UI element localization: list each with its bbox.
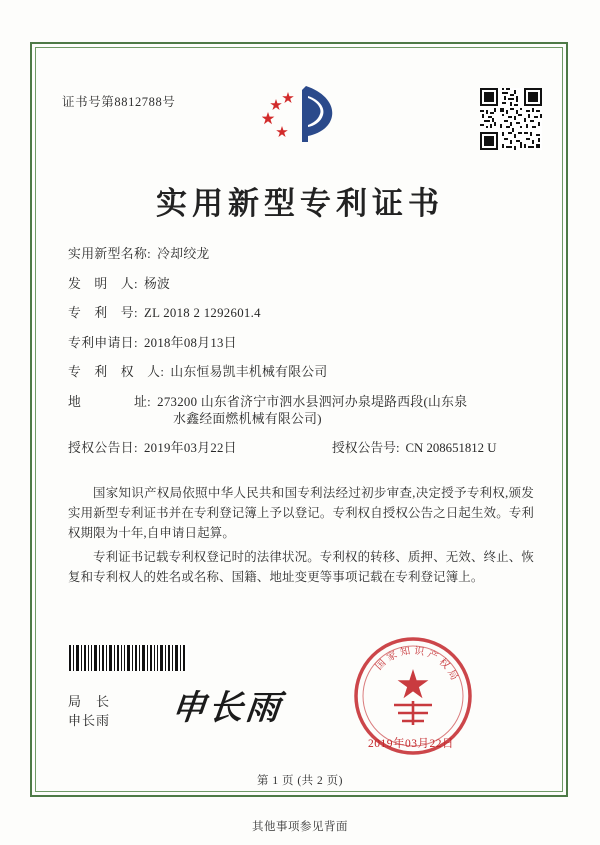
svg-text:家: 家 <box>385 649 400 664</box>
field-row-address <box>68 394 534 428</box>
svg-text:识: 识 <box>413 645 425 659</box>
field-value: 杨波 <box>143 276 171 291</box>
address-line-2: 水鑫经面燃机械有限公司) <box>173 411 322 426</box>
barcode-icon <box>68 645 188 671</box>
legal-paragraph-2: 专利证书记载专利权登记时的法律状况。专利权的转移、质押、无效、终止、恢复和专利权人的姓名或名称、国籍、地址变更等事项记载在专利登记簿上。 <box>68 550 534 584</box>
field-label: 实用新型名称: <box>68 247 152 261</box>
field-label-grant-number: 授权公告号: <box>331 441 400 455</box>
svg-text:权: 权 <box>436 656 452 672</box>
field-row-patentee <box>68 364 534 381</box>
field-label: 发 明 人: <box>68 276 138 291</box>
page-title: 实用新型专利证书 <box>156 186 444 222</box>
field-value-grant-number: CN 208651812 U <box>405 441 497 455</box>
seal-date: 2019年03月22日 <box>368 738 454 750</box>
patent-office-logo-icon <box>262 82 344 160</box>
field-label: 专 利 号: <box>68 306 138 320</box>
fields-block <box>68 246 534 470</box>
svg-text:局: 局 <box>445 668 460 683</box>
field-value: 山东恒易凯丰机械有限公司 <box>170 365 328 379</box>
field-value-grant-date: 2019年03月22日 <box>143 441 237 455</box>
field-value: 2018年08月13日 <box>143 335 237 350</box>
field-row-patent-number <box>68 305 534 322</box>
address-line-1: 273200 山东省济宁市泗水县泗河办泉堤路西段(山东泉 <box>157 394 468 409</box>
signature-title-line-2: 申长雨 <box>68 713 111 728</box>
field-value: 冷却绞龙 <box>157 247 210 261</box>
field-row-grant-announcement <box>68 440 534 457</box>
legal-paragraph-1: 国家知识产权局依照中华人民共和国专利法经过初步审查,决定授予专利权,颁发实用新型专利证书并在专利登记簿上予以登记。专利权自授权公告之日起生效。专利权期限为十年,自申请日起算。 <box>68 486 534 540</box>
field-row-application-date <box>68 335 534 352</box>
handwritten-signature: 申长雨 <box>169 688 285 728</box>
signature-title <box>68 692 110 730</box>
bottom-note: 其他事项参见背面 <box>252 821 348 833</box>
svg-text:产: 产 <box>425 648 440 664</box>
field-row-inventor <box>68 276 534 293</box>
field-value: ZL 2018 2 1292601.4 <box>143 306 261 320</box>
field-value <box>151 394 534 428</box>
field-label: 专 利 权 人: <box>68 365 165 379</box>
field-row-utility-model-name <box>68 246 534 263</box>
qr-code-icon <box>480 88 542 150</box>
field-label: 地 址: <box>68 394 152 409</box>
certificate-number: 证书号第8812788号 <box>62 95 176 109</box>
svg-text:国: 国 <box>373 657 389 673</box>
field-label: 专利申请日: <box>68 335 138 350</box>
svg-text:知: 知 <box>399 645 412 659</box>
field-label-grant-date: 授权公告日: <box>68 441 138 455</box>
page-number: 第 1 页 (共 2 页) <box>256 775 344 787</box>
signature-title-line-1: 局 长 <box>68 694 111 709</box>
